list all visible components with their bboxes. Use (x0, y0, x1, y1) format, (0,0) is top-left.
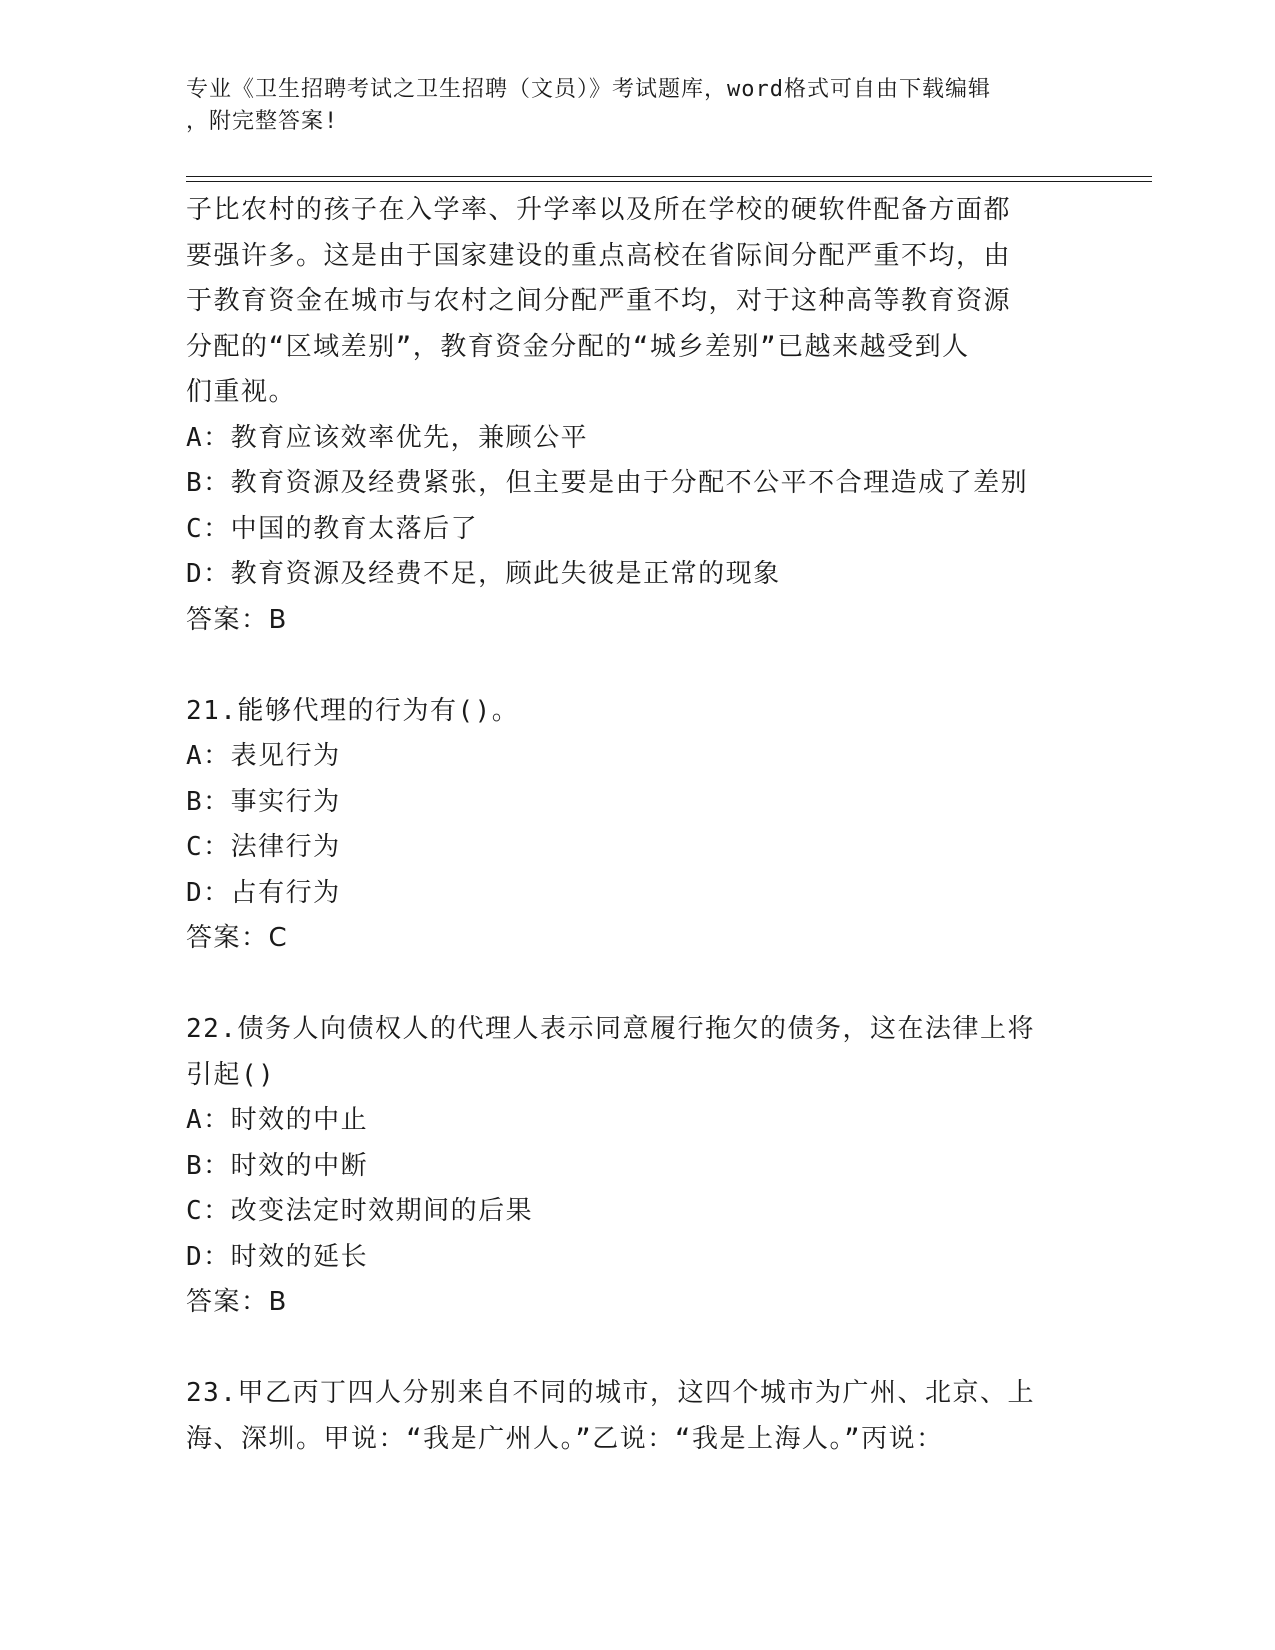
option-b: B：事实行为 (186, 786, 341, 817)
option-b: B：教育资源及经费紧张，但主要是由于分配不公平不合理造成了差别 (186, 468, 1029, 498)
question-text-line: 23.甲乙丙丁四人分别来自不同的城市，这四个城市为广州、北京、上 (186, 1378, 1035, 1408)
option-b: B：时效的中断 (186, 1150, 369, 1181)
question-text-line: 分配的“区域差别”，教育资金分配的“城乡差别”已越来越受到人 (186, 331, 970, 362)
document-body (186, 188, 1086, 1462)
option-c: C：改变法定时效期间的后果 (186, 1196, 534, 1226)
spacer (186, 643, 1086, 689)
question-text-line: 21.能够代理的行为有()。 (186, 695, 520, 726)
option-c: C：中国的教育太落后了 (186, 513, 479, 544)
question-23 (186, 1371, 1086, 1462)
answer-line: 答案：B (186, 1287, 288, 1317)
header-line-1: 专业《卫生招聘考试之卫生招聘（文员）》考试题库，word格式可自由下载编辑 (186, 77, 991, 102)
option-d: D：时效的延长 (186, 1241, 369, 1272)
header-line-2: ，附完整答案! (186, 109, 339, 134)
question-text-line: 22.债务人向债权人的代理人表示同意履行拖欠的债务，这在法律上将 (186, 1014, 1035, 1044)
option-a: A：教育应该效率优先，兼顾公平 (186, 422, 589, 453)
document-header (186, 74, 1066, 138)
answer-line: 答案：C (186, 923, 289, 953)
question-continued (186, 188, 1086, 643)
question-text-line: 海、深圳。甲说：“我是广州人。”乙说：“我是上海人。”丙说： (186, 1423, 944, 1454)
spacer (186, 962, 1086, 1008)
question-22 (186, 1007, 1086, 1326)
answer-line: 答案：B (186, 604, 288, 635)
option-a: A：表见行为 (186, 741, 341, 771)
question-21 (186, 689, 1086, 962)
question-text-line: 子比农村的孩子在入学率、升学率以及所在学校的硬软件配备方面都 (186, 195, 1012, 225)
question-text-line: 于教育资金在城市与农村之间分配严重不均，对于这种高等教育资源 (186, 286, 1012, 316)
header-divider-bottom (186, 181, 1152, 182)
option-d: D：教育资源及经费不足，顾此失彼是正常的现象 (186, 559, 781, 589)
option-c: C：法律行为 (186, 832, 341, 862)
option-a: A：时效的中止 (186, 1105, 369, 1135)
spacer (186, 1326, 1086, 1372)
question-text-line: 要强许多。这是由于国家建设的重点高校在省际间分配严重不均，由 (186, 240, 1012, 271)
option-d: D：占有行为 (186, 877, 341, 908)
question-text-line: 引起() (186, 1059, 276, 1090)
question-text-line: 们重视。 (186, 377, 297, 407)
header-divider-top (186, 176, 1152, 177)
